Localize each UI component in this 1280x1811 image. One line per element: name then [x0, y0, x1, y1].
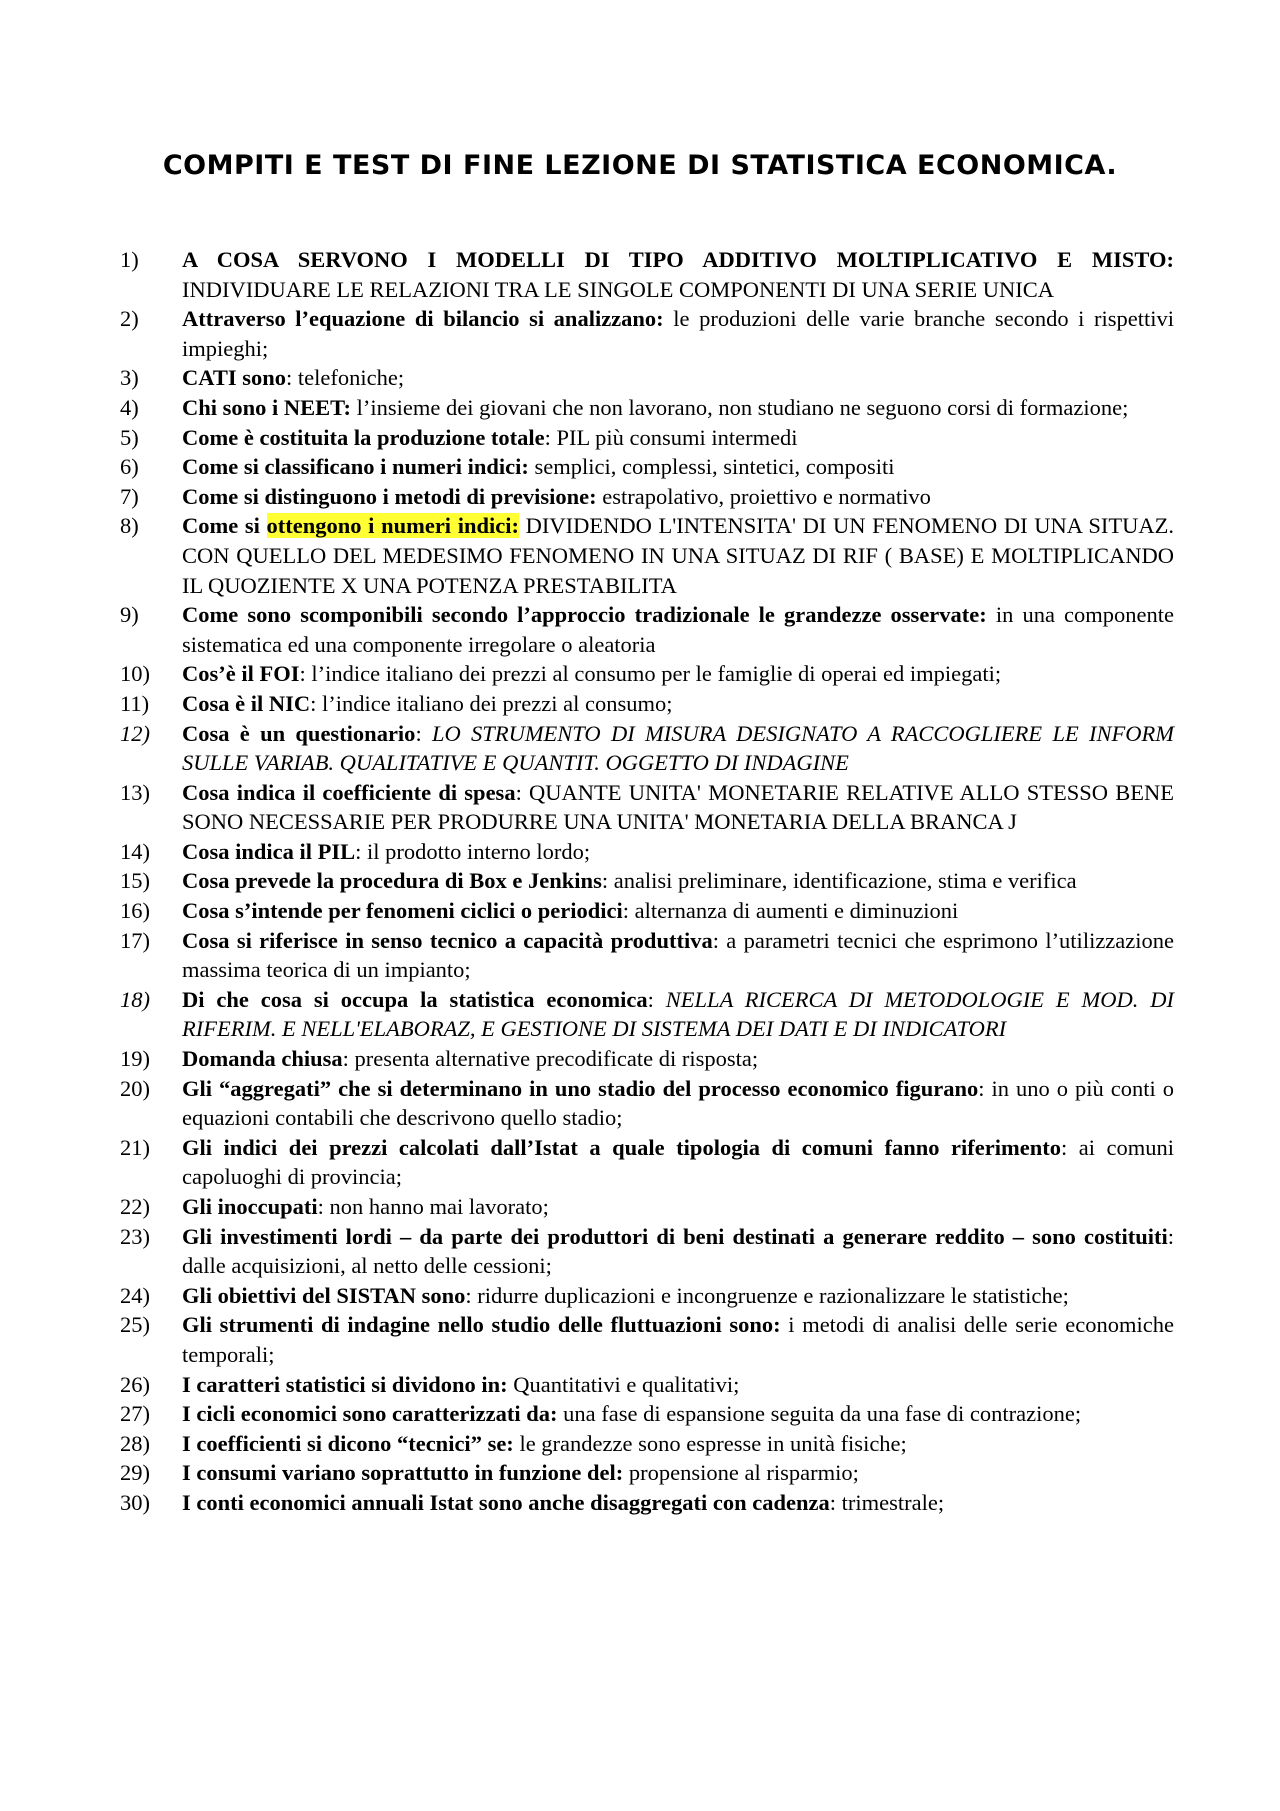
item-number: 10): [120, 661, 150, 687]
question-text: Cosa indica il coefficiente di spesa: [182, 779, 516, 805]
item-text: [182, 985, 1174, 1044]
question-text: Attraverso l’equazione di bilancio si analizzano:: [182, 306, 664, 332]
answer-text: : dalle acquisizioni, al netto delle cessioni;: [182, 1223, 1174, 1279]
list-item: [120, 1192, 1174, 1222]
item-number: 11): [120, 690, 150, 716]
answer-text: : a parametri tecnici che esprimono l’utilizzazione massima teorica di un impianto;: [182, 927, 1174, 983]
list-item: [120, 1222, 1174, 1281]
list-item: [120, 837, 1174, 867]
item-text: [182, 837, 1174, 867]
list-item: [120, 719, 1174, 778]
list-item: [120, 363, 1174, 393]
item-text: [182, 659, 1174, 689]
item-number: 9): [120, 602, 139, 628]
item-text: [182, 423, 1174, 453]
item-text: [182, 1074, 1174, 1133]
question-text: I caratteri statistici si dividono in:: [182, 1371, 508, 1397]
answer-text: le produzioni delle varie branche secondo i rispettivi impieghi;: [182, 306, 1174, 361]
question-text: Gli strumenti di indagine nello studio delle fluttuazioni sono:: [182, 1312, 781, 1338]
answer-text: : trimestrale;: [829, 1489, 945, 1515]
answer-text: : QUANTE UNITA' MONETARIE RELATIVE ALLO STESSO BENE SONO NECESSARIE PER PRODURRE UNA UNITA' MONETARIA DELLA BRANCA J: [182, 779, 1174, 835]
item-number: 4): [120, 394, 139, 420]
item-number: 21): [120, 1134, 150, 1160]
item-text: [182, 1370, 1174, 1400]
list-item: [120, 482, 1174, 512]
list-item: [120, 1488, 1174, 1518]
item-number: 26): [120, 1371, 150, 1397]
item-number: 13): [120, 779, 150, 805]
item-number: 14): [120, 838, 150, 864]
answer-text: : non hanno mai lavorato;: [317, 1194, 549, 1219]
item-text: [182, 1458, 1174, 1488]
list-item: [120, 689, 1174, 719]
question-text: Di che cosa si occupa la statistica economica: [182, 986, 648, 1012]
item-number: 20): [120, 1075, 150, 1101]
item-text: [182, 1133, 1174, 1192]
item-number: 17): [120, 927, 150, 953]
question-text: I cicli economici sono caratterizzati da:: [182, 1401, 558, 1427]
list-item: [120, 423, 1174, 453]
question-text: Gli inoccupati: [182, 1194, 318, 1219]
page-title: COMPITI E TEST DI FINE LEZIONE DI STATISTICA ECONOMICA.: [162, 150, 1118, 181]
item-text: [182, 393, 1174, 423]
item-number: 30): [120, 1489, 150, 1515]
item-text: [182, 511, 1174, 600]
item-text: [182, 452, 1174, 482]
question-text: Gli “aggregati” che si determinano in uno stadio del processo economico figurano: [182, 1075, 979, 1101]
question-text: Cosa è un questionario: [182, 720, 416, 746]
item-text: [182, 363, 1174, 393]
answer-text: i metodi di analisi delle serie economiche temporali;: [182, 1312, 1175, 1367]
list-item: [120, 1044, 1174, 1074]
item-number: 7): [120, 483, 139, 509]
question-text: Gli investimenti lordi – da parte dei produttori di beni destinati a generare reddito – sono costituiti: [182, 1223, 1168, 1249]
answer-text: : l’indice italiano dei prezzi al consumo;: [310, 690, 673, 716]
question-text: Come sono scomponibili secondo l’approccio tradizionale le grandezze osservate:: [182, 602, 987, 628]
question-text: Cosa si riferisce in senso tecnico a capacità produttiva: [182, 927, 713, 953]
answer-text: : ai comuni capoluoghi di provincia;: [182, 1134, 1174, 1190]
item-text: [182, 600, 1174, 659]
answer-text: Quantitativi e qualitativi;: [507, 1371, 740, 1397]
list-item: [120, 1429, 1174, 1459]
answer-text: semplici, complessi, sintetici, compositi: [528, 454, 895, 480]
answer-text: : in uno o più conti o equazioni contabili che descrivono quello stadio;: [182, 1075, 1174, 1131]
question-text: CATI sono: [182, 365, 286, 391]
answer-text: INDIVIDUARE LE RELAZIONI TRA LE SINGOLE COMPONENTI DI UNA SERIE UNICA: [182, 276, 1055, 302]
answer-italic-text: NELLA RICERCA DI METODOLOGIE E MOD. DI RIFERIM. E NELL'ELABORAZ, E GESTIONE DI SISTEMA DEI DATI E DI INDICATORI: [182, 986, 1174, 1042]
question-text: Come si classificano i numeri indici:: [182, 454, 529, 480]
question-text: A COSA SERVONO I MODELLI DI TIPO ADDITIVO MOLTIPLICATIVO E MISTO:: [182, 247, 1174, 272]
item-number: 16): [120, 898, 150, 924]
item-number: 28): [120, 1430, 150, 1456]
item-text: [182, 896, 1174, 926]
question-text: Gli indici dei prezzi calcolati dall’Istat a quale tipologia di comuni fanno riferimento: [182, 1134, 1061, 1160]
item-number: 6): [120, 454, 139, 480]
list-item: [120, 304, 1174, 363]
item-text: [182, 866, 1174, 896]
answer-text: l’insieme dei giovani che non lavorano, non studiano ne seguono corsi di formazione;: [351, 394, 1129, 420]
list-item: [120, 511, 1174, 600]
list-item: [120, 393, 1174, 423]
answer-text: una fase di espansione seguita da una fase di contrazione;: [557, 1401, 1082, 1427]
list-item: [120, 778, 1174, 837]
list-item: [120, 1458, 1174, 1488]
answer-text: : analisi preliminare, identificazione, stima e verifica: [601, 868, 1077, 894]
question-text: I coefficienti si dicono “tecnici” se:: [182, 1430, 514, 1456]
item-number: 27): [120, 1401, 150, 1427]
question-text: Cosa s’intende per fenomeni ciclici o periodici: [182, 898, 623, 924]
question-text: Chi sono i NEET:: [182, 394, 352, 420]
answer-text: : il prodotto interno lordo;: [355, 838, 591, 864]
item-text: [182, 689, 1174, 719]
list-item: [120, 452, 1174, 482]
list-item: [120, 1399, 1174, 1429]
item-text: [182, 245, 1174, 304]
list-item: [120, 1074, 1174, 1133]
answer-text: propensione al risparmio;: [623, 1460, 859, 1486]
list-item: [120, 866, 1174, 896]
answer-text: in una componente sistematica ed una componente irregolare o aleatoria: [182, 602, 1175, 657]
item-number: 3): [120, 365, 139, 391]
item-number: 12): [120, 720, 150, 746]
item-number: 25): [120, 1312, 150, 1338]
answer-text: estrapolativo, proiettivo e normativo: [596, 483, 931, 509]
answer-text: DIVIDENDO L'INTENSITA' DI UN FENOMENO DI UNA SITUAZ. CON QUELLO DEL MEDESIMO FENOMENO IN UNA SITUAZ DI RIF ( BASE) E MOLTIPLICANDO IL QUOZIENTE X UNA POTENZA PRESTABILITA: [182, 513, 1174, 598]
answer-italic-text: LO STRUMENTO DI MISURA DESIGNATO A RACCOGLIERE LE INFORM SULLE VARIAB. QUALITATIVE E QUANTIT. OGGETTO DI INDAGINE: [182, 720, 1174, 776]
list-item: [120, 245, 1174, 304]
list-item: [120, 659, 1174, 689]
question-text: Cos’è il FOI: [182, 661, 300, 687]
question-text: Cosa prevede la procedura di Box e Jenkins: [182, 868, 602, 894]
item-text: [182, 719, 1174, 778]
item-number: 18): [120, 986, 150, 1012]
answer-text: : l’indice italiano dei prezzi al consumo per le famiglie di operai ed impiegati;: [299, 661, 1002, 687]
item-text: [182, 1281, 1174, 1311]
answer-text: le grandezze sono espresse in unità fisiche;: [513, 1430, 907, 1456]
item-number: 24): [120, 1282, 150, 1308]
list-item: [120, 1310, 1174, 1369]
question-text: Gli obiettivi del SISTAN sono: [182, 1282, 466, 1308]
item-text: [182, 1399, 1174, 1429]
question-text: Cosa è il NIC: [182, 690, 311, 716]
question-text: Domanda chiusa: [182, 1046, 343, 1072]
question-text: I conti economici annuali Istat sono anche disaggregati con cadenza: [182, 1489, 830, 1515]
item-text: [182, 1222, 1174, 1281]
item-text: [182, 926, 1174, 985]
item-text: [182, 1488, 1174, 1518]
list-item: [120, 926, 1174, 985]
item-number: 22): [120, 1194, 150, 1219]
item-text: [182, 1429, 1174, 1459]
answer-text: :: [647, 986, 666, 1012]
answer-text: :: [415, 720, 432, 746]
item-text: [182, 1044, 1174, 1074]
list-item: [120, 1281, 1174, 1311]
list-item: [120, 1133, 1174, 1192]
item-text: [182, 304, 1174, 363]
question-list: [120, 245, 1174, 1518]
question-text: Come si distinguono i metodi di previsione:: [182, 483, 597, 509]
item-number: 23): [120, 1223, 150, 1249]
list-item: [120, 985, 1174, 1044]
answer-text: : PIL più consumi intermedi: [544, 424, 798, 450]
list-item: [120, 896, 1174, 926]
question-text: Cosa indica il PIL: [182, 838, 356, 864]
answer-text: : presenta alternative precodificate di risposta;: [342, 1046, 759, 1072]
answer-text: : alternanza di aumenti e diminuzioni: [622, 898, 959, 924]
item-text: [182, 778, 1174, 837]
item-number: 5): [120, 424, 139, 450]
question-text: Come si: [182, 513, 267, 539]
item-number: 29): [120, 1460, 150, 1486]
item-number: 15): [120, 868, 150, 894]
item-text: [182, 482, 1174, 512]
item-number: 19): [120, 1046, 150, 1072]
item-number: 2): [120, 306, 139, 332]
item-text: [182, 1192, 1174, 1222]
question-text: Come è costituita la produzione totale: [182, 424, 545, 450]
answer-text: : telefoniche;: [286, 365, 405, 391]
answer-text: : ridurre duplicazioni e incongruenze e razionalizzare le statistiche;: [465, 1282, 1069, 1308]
highlighted-text: ottengono i numeri indici:: [266, 513, 519, 539]
item-number: 1): [120, 247, 139, 272]
item-text: [182, 1310, 1174, 1369]
list-item: [120, 600, 1174, 659]
list-item: [120, 1370, 1174, 1400]
question-text: I consumi variano soprattutto in funzione del:: [182, 1460, 624, 1486]
item-number: 8): [120, 513, 139, 539]
